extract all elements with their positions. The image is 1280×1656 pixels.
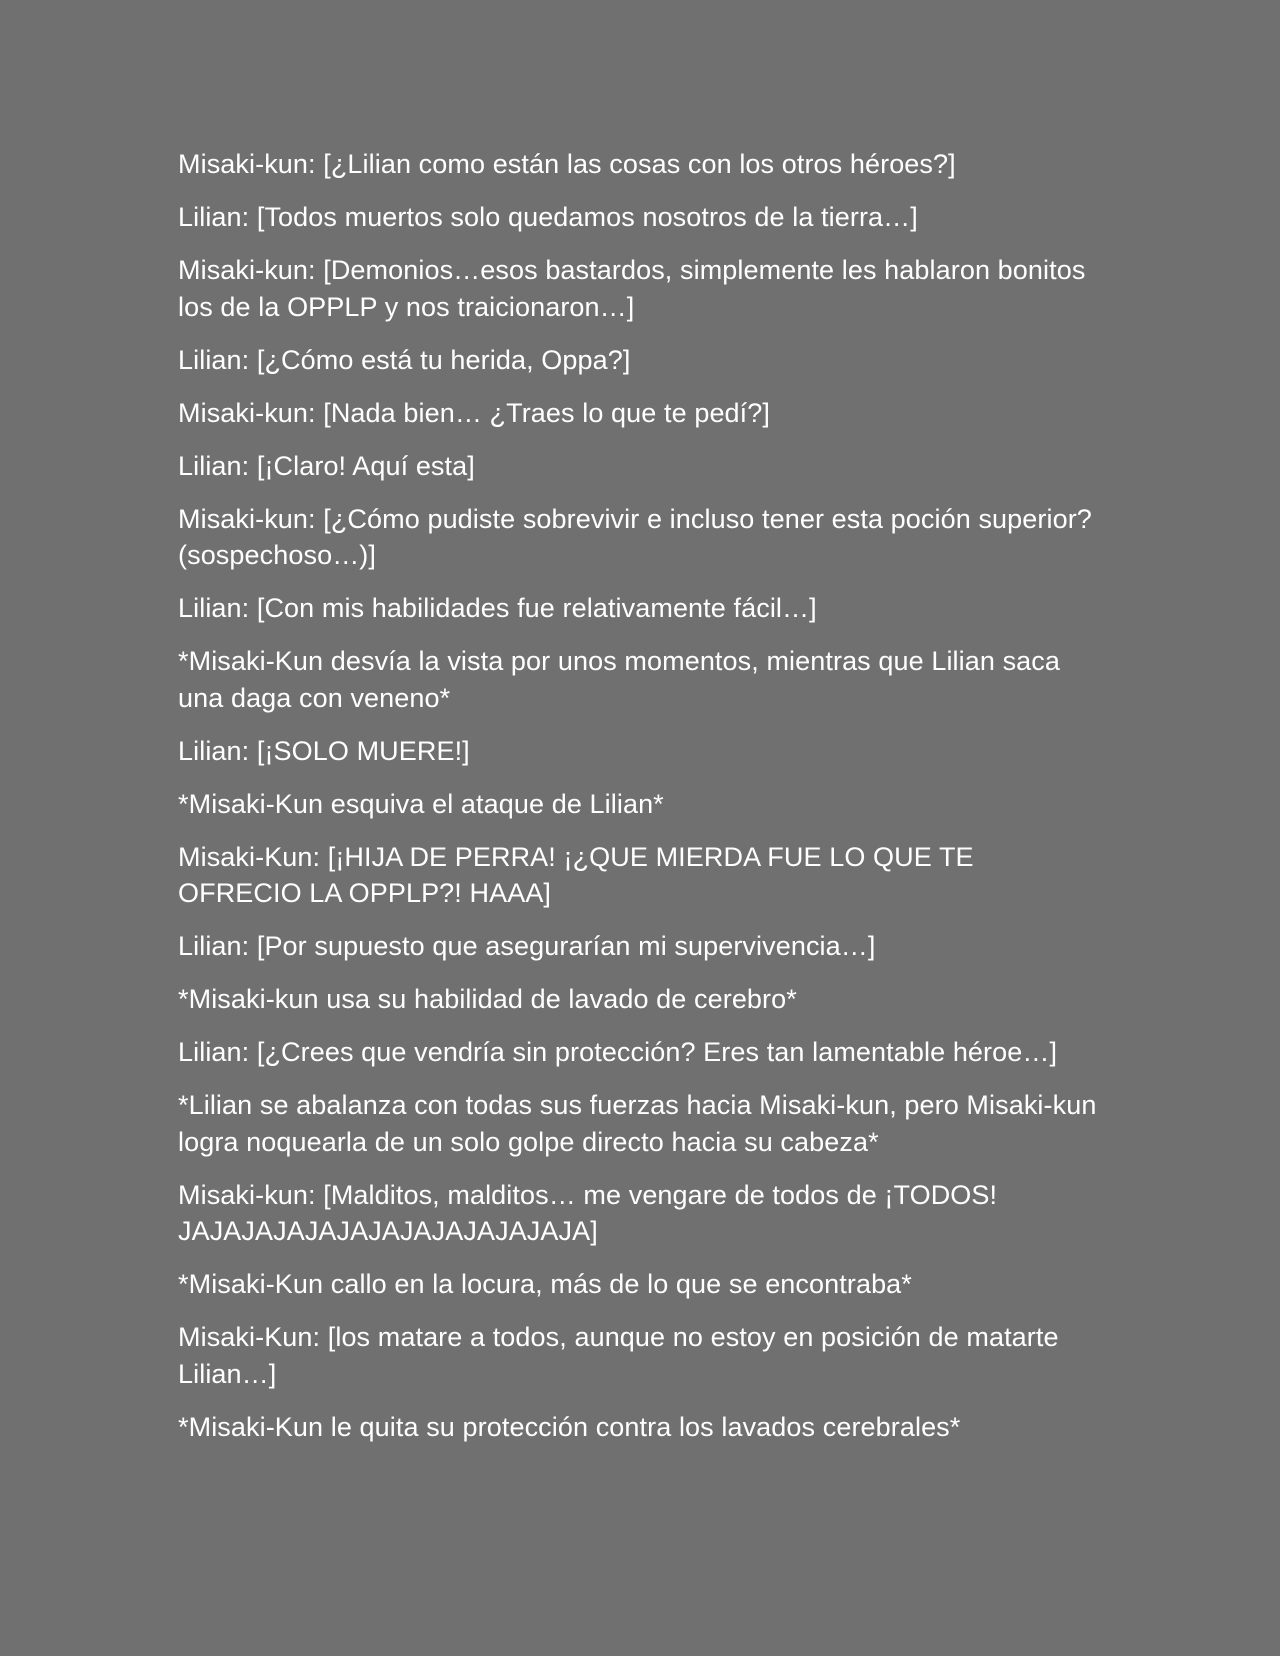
dialogue-line-lilian: Lilian: [¡SOLO MUERE!] xyxy=(178,735,470,766)
narration-line: *Misaki-Kun esquiva el ataque de Lilian* xyxy=(178,788,664,819)
dialogue-line-misaki: Misaki-kun: [¿Cómo pudiste sobrevivir e incluso tener esta poción superior? (sospechoso…)] xyxy=(178,503,1092,570)
narration-line: *Misaki-kun usa su habilidad de lavado de cerebro* xyxy=(178,984,797,1014)
narration-line: *Misaki-Kun callo en la locura, más de lo que se encontraba* xyxy=(178,1269,912,1299)
dialogue-line-lilian: Lilian: [Todos muertos solo quedamos nosotros de la tierra…] xyxy=(178,202,918,232)
dialogue-line-lilian: Lilian: [¡Claro! Aquí esta] xyxy=(178,450,475,481)
dialogue-line-misaki: Misaki-kun: [Nada bien… ¿Traes lo que te pedí?] xyxy=(178,397,770,428)
dialogue-line-misaki: Misaki-kun: [¿Lilian como están las cosas con los otros héroes?] xyxy=(178,149,956,179)
document-page xyxy=(178,146,1098,1462)
dialogue-line-lilian: Lilian: [Por supuesto que asegurarían mi supervivencia…] xyxy=(178,931,876,961)
dialogue-line-misaki: Misaki-Kun: [los matare a todos, aunque no estoy en posición de matarte Lilian…] xyxy=(178,1322,1059,1389)
dialogue-line-misaki: Misaki-kun: [Malditos, malditos… me vengare de todos de ¡TODOS! JAJAJAJAJAJAJAJAJAJAJAJAJA] xyxy=(178,1179,998,1246)
narration-line: *Lilian se abalanza con todas sus fuerzas hacia Misaki-kun, pero Misaki-kun logra noquearla de un solo golpe directo hacia su cabeza* xyxy=(178,1090,1097,1157)
narration-line: *Misaki-Kun le quita su protección contra los lavados cerebrales* xyxy=(178,1411,961,1442)
dialogue-line-lilian: Lilian: [¿Cómo está tu herida, Oppa?] xyxy=(178,344,631,375)
dialogue-line-lilian: Lilian: [Con mis habilidades fue relativamente fácil…] xyxy=(178,593,817,623)
dialogue-line-misaki: Misaki-kun: [Demonios…esos bastardos, simplemente les hablaron bonitos los de la OPPLP y nos traicionaron…] xyxy=(178,255,1086,322)
narration-line: *Misaki-Kun desvía la vista por unos momentos, mientras que Lilian saca una daga con veneno* xyxy=(178,646,1061,713)
dialogue-line-misaki: Misaki-Kun: [¡HIJA DE PERRA! ¡¿QUE MIERDA FUE LO QUE TE OFRECIO LA OPPLP?! HAAA] xyxy=(178,841,974,908)
dialogue-line-lilian: Lilian: [¿Crees que vendría sin protección? Eres tan lamentable héroe…] xyxy=(178,1037,1058,1067)
